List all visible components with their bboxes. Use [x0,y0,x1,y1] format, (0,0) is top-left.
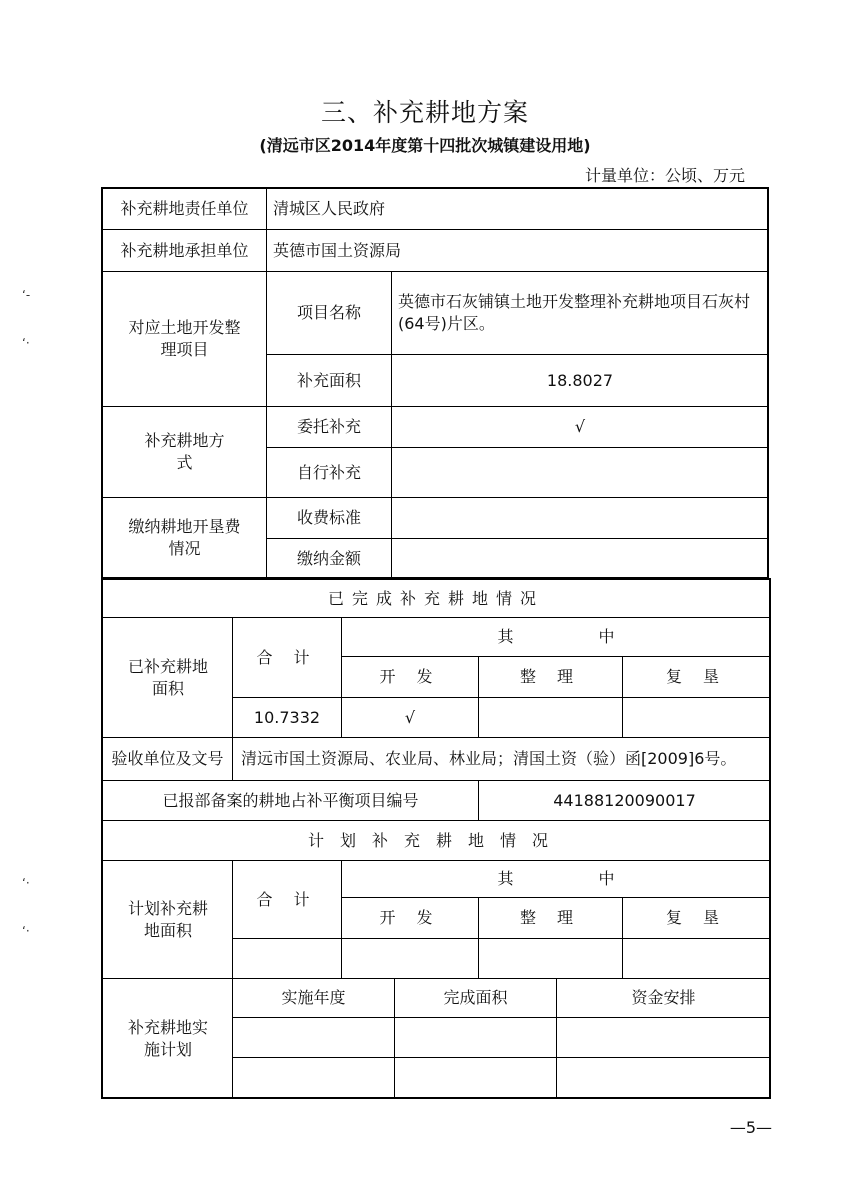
responsible-unit-value: 清城区人民政府 [273,199,386,218]
planned-among-label: 其 中 [497,869,615,888]
completed-reclaim-label: 复 垦 [665,667,728,686]
fee-amount-label: 缴纳金额 [296,548,361,568]
area-label: 补充面积 [296,370,361,390]
completed-total-label: 合 计 [256,647,318,667]
fee-group-label: 缴纳耕地开垦费情况 [128,517,241,558]
completed-develop-checkmark: √ [404,707,416,727]
acceptance-value: 清远市国土资源局、农业局、林业局；清国土资（验）函[2009]6号。 [241,749,737,768]
project-name-label: 项目名称 [296,303,361,322]
page-subtitle: (清远市区2014年度第十四批次城镇建设用地) [259,136,591,155]
self-value [392,448,768,497]
plan-year-label: 实施年度 [281,988,346,1007]
plan-fund-label: 资金安排 [631,988,696,1007]
completed-section-title: 已完成补充耕地情况 [327,588,544,608]
entrusted-label: 委托补充 [296,417,361,436]
planned-arrange-label: 整 理 [519,908,582,927]
project-name-value: 英德市石灰铺镇土地开发整理补充耕地项目石灰村(64号)片区。 [398,292,751,333]
page-number: —5— [729,1118,772,1137]
filed-value: 44188120090017 [553,790,696,810]
fee-amount-value [392,539,768,578]
completed-develop-label: 开 发 [379,667,441,686]
planned-reclaim-label: 复 垦 [665,908,728,927]
plan-group-label: 补充耕地实施计划 [128,1017,209,1059]
margin-mark: ‘· [22,876,30,890]
acceptance-label: 验收单位及文号 [111,749,224,768]
filed-label: 已报部备案的耕地占补平衡项目编号 [162,790,419,810]
undertaking-unit-value: 英德市国土资源局 [273,240,402,260]
margin-mark: ‘· [22,336,30,350]
completed-total-value: 10.7332 [253,707,321,727]
planned-total-label: 合 计 [256,889,318,909]
completed-reclaim-value [623,698,770,737]
planned-area-label: 计划补充耕地面积 [128,898,209,940]
completed-area-label: 已补充耕地面积 [128,656,209,698]
area-value: 18.8027 [546,370,614,390]
planned-section-title: 计划补充耕地情况 [307,830,564,850]
margin-mark: ‘- [22,288,31,302]
unit-label: 计量单位：公顷、万元 [584,166,745,185]
page-title: 三、补充耕地方案 [320,98,529,127]
project-group-label: 对应土地开发整理项目 [128,318,241,359]
completed-arrange-value [479,698,622,737]
undertaking-unit-label: 补充耕地承担单位 [120,240,249,260]
margin-mark: ‘· [22,924,30,938]
responsible-unit-label: 补充耕地责任单位 [120,199,249,218]
plan-area-label: 完成面积 [443,988,508,1007]
self-label: 自行补充 [296,462,361,482]
fee-standard-value [392,498,768,538]
completed-among-label: 其 中 [497,627,615,646]
planned-develop-label: 开 发 [379,908,441,927]
fee-standard-label: 收费标准 [296,508,361,527]
method-group-label: 补充耕地方式 [144,431,225,472]
completed-arrange-label: 整 理 [519,667,582,686]
entrusted-checkmark: √ [574,417,586,436]
